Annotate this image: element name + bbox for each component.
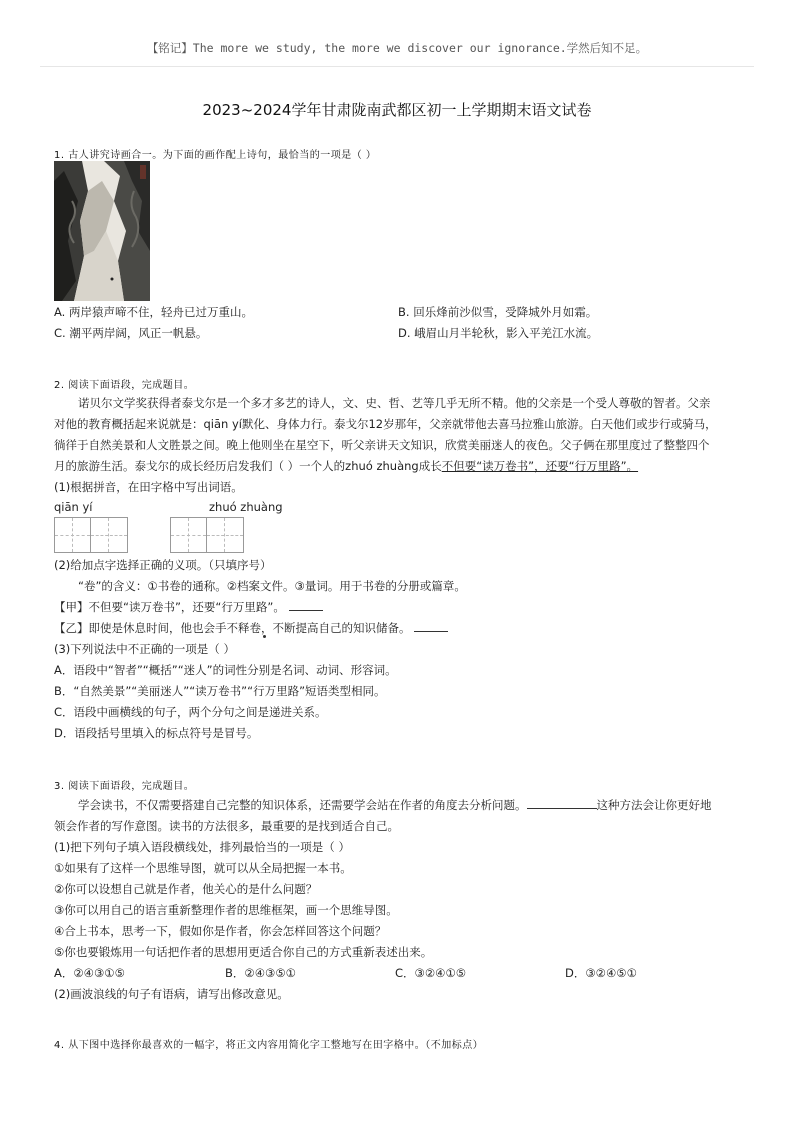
- q2-option-a: A．语段中“智者”“概括”“迷人”的词性分别是名词、动词、形容词。: [54, 663, 397, 677]
- answer-blank[interactable]: [289, 598, 323, 611]
- q3-option-b: B．②④③⑤①: [225, 966, 296, 980]
- q3-para-line2: 领会作者的写作意图。读书的方法很多，最重要的是找到适合自己。: [54, 819, 399, 833]
- q3-option-a: A．②④③①⑤: [54, 966, 125, 980]
- q1-option-d: D. 峨眉山月半轮秋，影入平羌江水流。: [398, 326, 599, 340]
- q2-para-line4: [54, 456, 638, 477]
- q3-stem: 3. 阅读下面语段，完成题目。: [54, 781, 195, 792]
- q1-option-a: A. 两岸猿声啼不住，轻舟已过万重山。: [54, 305, 253, 319]
- q2-para-line1: 诺贝尔文学奖获得者泰戈尔是一个多才多艺的诗人，文、史、哲、艺等几乎无所不精。他的父亲是一个受人尊敬的智者。父亲: [78, 396, 711, 410]
- q3-sub2: (2)画波浪线的句子有语病，请写出修改意见。: [54, 987, 289, 1001]
- tianzige-cell[interactable]: [207, 518, 243, 552]
- q2-sub3: (3)下列说法中不正确的一项是（ ）: [54, 642, 235, 656]
- tianzige-cell[interactable]: [55, 518, 91, 552]
- header-motto: 【铭记】The more we study, the more we discover our ignorance.学然后知不足。: [146, 41, 648, 55]
- q2-pinyin-2: zhuó zhuàng: [209, 500, 283, 514]
- header-divider: [40, 66, 754, 67]
- q3-para-line1: [78, 795, 712, 816]
- emphasis-dot: [263, 635, 266, 638]
- q3-sentence-5: ⑤你也要锻炼用一句话把作者的思想用更适合你自己的方式重新表述出来。: [54, 945, 433, 959]
- q3-para-line1-b: 这种方法会让你更好地: [596, 798, 712, 812]
- q2-option-c: C．语段中画横线的句子，两个分句之间是递进关系。: [54, 705, 327, 719]
- q3-sentence-2: ②你可以设想自己就是作者，他关心的是什么问题？: [54, 882, 318, 896]
- q2-pinyin-1: qiān yí: [54, 500, 93, 514]
- q2-para-line3: 徜徉于自然美景和人文胜景之间。晚上他则坐在星空下，听父亲讲天文知识，欣赏美丽迷人的夜色。父子俩在那里度过了整整四个: [54, 438, 710, 452]
- q2-stem: 2. 阅读下面语段，完成题目。: [54, 380, 195, 391]
- tianzige-cell[interactable]: [91, 518, 127, 552]
- q1-stem: 1. 古人讲究诗画合一。为下面的画作配上诗句，最恰当的一项是（ ）: [54, 150, 377, 161]
- q2-tianzige-1[interactable]: [54, 517, 128, 553]
- q1-option-c: C. 潮平两岸阔，风正一帆悬。: [54, 326, 208, 340]
- q2-sub1: (1)根据拼音，在田字格中写出词语。: [54, 480, 243, 494]
- q2-yi: [54, 618, 448, 639]
- q2-para-line4-plain: 月的旅游生活。泰戈尔的成长经历启发我们（ ）一个人的zhuó zhuàng成长: [54, 459, 442, 473]
- q2-option-d: D．语段括号里填入的标点符号是冒号。: [54, 726, 259, 740]
- q3-sentence-4: ④合上书本，思考一下，假如你是作者，你会怎样回答这个问题？: [54, 924, 387, 938]
- q3-option-c: C．③②④①⑤: [395, 966, 467, 980]
- q2-yi-text: 【乙】即使是休息时间，他也会手不释卷，不断提高自己的知识储备。: [54, 621, 411, 635]
- q3-option-d: D．③②④⑤①: [565, 966, 637, 980]
- q2-juan-meaning: “卷”的含义：①书卷的通称。②档案文件。③量词。用于书卷的分册或篇章。: [78, 579, 466, 593]
- q3-para-line1-a: 学会读书，不仅需要搭建自己完整的知识体系，还需要学会站在作者的角度去分析问题。: [78, 798, 527, 812]
- q2-jia: [54, 597, 323, 618]
- document-title: 2023~2024学年甘肃陇南武都区初一上学期期末语文试卷: [202, 101, 592, 119]
- tianzige-cell[interactable]: [171, 518, 207, 552]
- q2-tianzige-2[interactable]: [170, 517, 244, 553]
- q2-sub2: (2)给加点字选择正确的义项。（只填序号）: [54, 558, 272, 572]
- q4-stem: 4. 从下图中选择你最喜欢的一幅字，将正文内容用简化字工整地写在田字格中。（不加标点）: [54, 1040, 484, 1051]
- q2-para-line2: 对他的教育概括起来说就是：qiān yí默化、身体力行。泰戈尔12岁那年，父亲就带他去喜马拉雅山旅游。白天他们或步行或骑马，: [54, 417, 717, 431]
- q1-option-b: B. 回乐烽前沙似雪，受降城外月如霜。: [398, 305, 598, 319]
- q3-sub1: (1)把下列句子填入语段横线处，排列最恰当的一项是（ ）: [54, 840, 350, 854]
- q3-sentence-1: ①如果有了这样一个思维导图，就可以从全局把握一本书。: [54, 861, 352, 875]
- fill-in-blank[interactable]: [527, 796, 597, 809]
- q3-sentence-3: ③你可以用自己的语言重新整理作者的思维框架，画一个思维导图。: [54, 903, 398, 917]
- answer-blank[interactable]: [414, 619, 448, 632]
- q2-underlined-sentence: 不但要“读万卷书”，还要“行万里路”。: [441, 459, 639, 473]
- q2-jia-text: 【甲】不但要“读万卷书”，还要“行万里路”。: [54, 600, 285, 614]
- q2-option-b: B．“自然美景”“美丽迷人”“读万卷书”“行万里路”短语类型相同。: [54, 684, 386, 698]
- landscape-painting-image: [54, 161, 150, 301]
